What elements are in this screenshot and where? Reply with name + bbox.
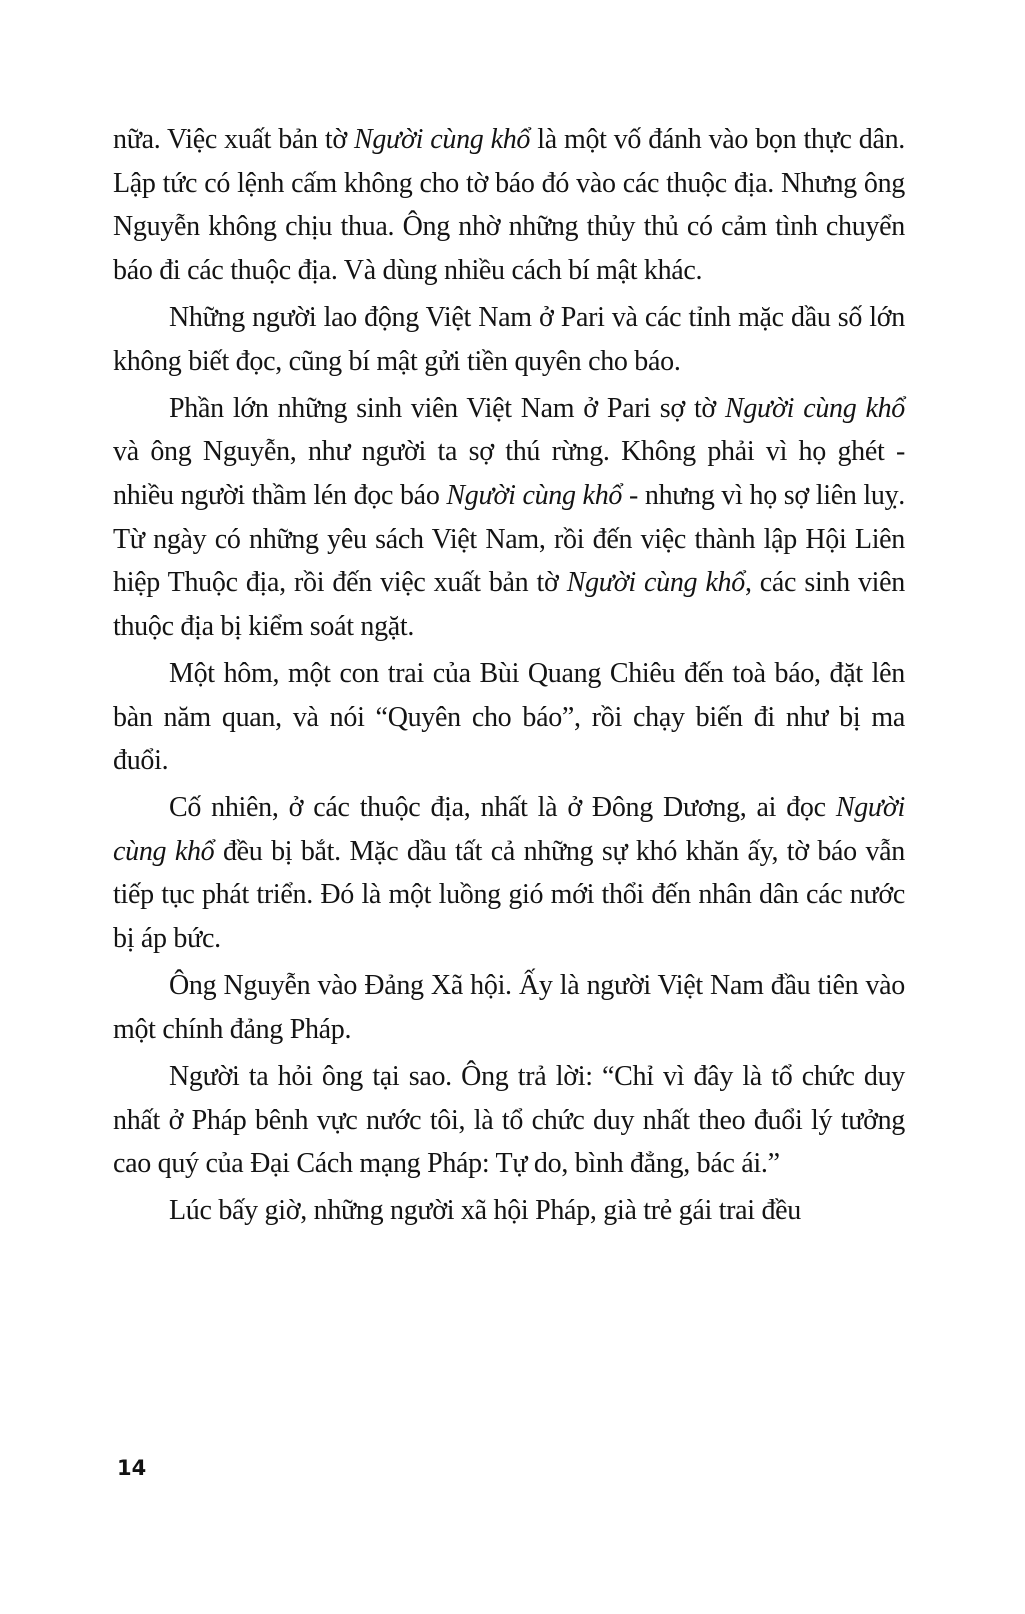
italic-title: Người cùng khổ — [724, 392, 905, 424]
italic-title: Người cùng khổ — [113, 792, 905, 867]
text-segment: là một vố đánh vào bọn thực dân. Lập tức có lệnh cấm không cho tờ báo đó vào các thuộc địa. Nhưng ông Nguyễn không chịu thua. Ông nhờ những thủy thủ có cảm tình chuyển báo đi các thuộc địa. Và dùng nhiều cách bí mật khác. — [113, 124, 905, 286]
paragraph — [113, 296, 905, 383]
paragraph — [113, 1189, 905, 1233]
text-segment: , các sinh viên thuộc địa bị kiểm soát ngặt. — [113, 567, 905, 642]
paragraph — [113, 786, 905, 960]
paragraph — [113, 118, 905, 292]
paragraph — [113, 387, 905, 649]
text-segment: và ông Nguyễn, như người ta sợ thú rừng. Không phải vì họ ghét - nhiều người thầm lén đọc báo — [113, 436, 905, 511]
text-segment: Cố nhiên, ở các thuộc địa, nhất là ở Đông Dương, ai đọc — [169, 792, 836, 824]
italic-title: Người cùng khổ — [446, 479, 623, 511]
text-segment: nữa. Việc xuất bản tờ — [113, 124, 354, 155]
text-segment: Người ta hỏi ông tại sao. Ông trả lời: “Chỉ vì đây là tổ chức duy nhất ở Pháp bênh vực nước tôi, là tổ chức duy nhất theo đuổi lý tưởng cao quý của Đại Cách mạng Pháp: Tự do, bình đẳng, bác ái.” — [113, 1061, 905, 1180]
text-segment: Những người lao động Việt Nam ở Pari và các tỉnh mặc dầu số lớn không biết đọc, cũng bí mật gửi tiền quyên cho báo. — [113, 301, 905, 377]
text-segment: - nhưng vì họ sợ liên luỵ. Từ ngày có những yêu sách Việt Nam, rồi đến việc thành lập Hội Liên hiệp Thuộc địa, rồi đến việc xuất bản tờ — [113, 479, 905, 599]
paragraph — [113, 1055, 905, 1186]
text-segment: đều bị bắt. Mặc dầu tất cả những sự khó khăn ấy, tờ báo vẫn tiếp tục phát triển. Đó là một luồng gió mới thổi đến nhân dân các nước bị áp bức. — [113, 835, 905, 955]
italic-title: Người cùng khổ — [566, 567, 745, 599]
text-segment: Lúc bấy giờ, những người xã hội Pháp, già trẻ gái trai đều — [169, 1195, 801, 1227]
page-number: 14 — [117, 1456, 147, 1480]
text-segment: Ông Nguyễn vào Đảng Xã hội. Ấy là người Việt Nam đầu tiên vào một chính đảng Pháp. — [113, 970, 905, 1045]
paragraph — [113, 652, 905, 783]
text-segment: Phần lớn những sinh viên Việt Nam ở Pari sợ tờ — [169, 392, 725, 424]
italic-title: Người cùng khổ — [353, 124, 531, 155]
text-segment: Một hôm, một con trai của Bùi Quang Chiêu đến toà báo, đặt lên bàn năm quan, và nói “Quyên cho báo”, rồi chạy biến đi như bị ma đuổi. — [113, 657, 905, 777]
body-text — [113, 118, 905, 1237]
paragraph — [113, 964, 905, 1051]
